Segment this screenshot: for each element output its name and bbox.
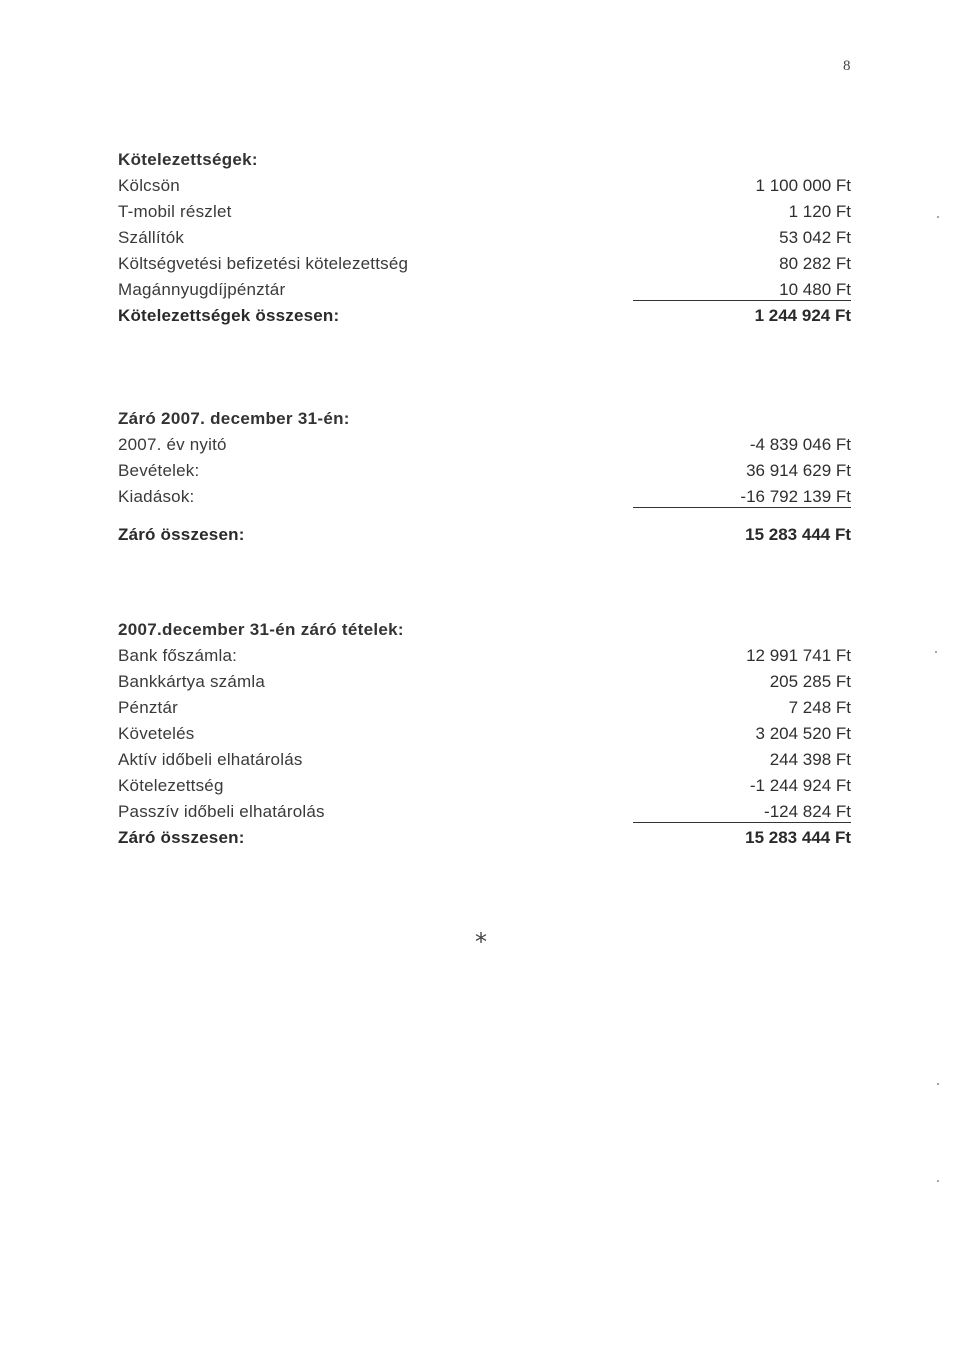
liability-amount: 1 100 000 Ft (755, 176, 851, 195)
page-number: 8 (843, 58, 851, 74)
closing-items-total-amount: 15 283 444 Ft (745, 828, 851, 847)
closing-item-label: Kötelezettség (118, 776, 224, 795)
closing-total-label: Záró összesen: (118, 525, 245, 544)
liabilities-total-row (118, 303, 851, 329)
closing-heading: Záró 2007. december 31-én: (118, 409, 350, 428)
closing-section (118, 406, 851, 548)
liability-label: Szállítók (118, 228, 185, 247)
liability-label: T-mobil részlet (118, 202, 232, 221)
closing-row (118, 432, 851, 458)
closing-total-amount: 15 283 444 Ft (745, 525, 851, 544)
closing-item-row (118, 721, 851, 747)
closing-item-row (118, 669, 851, 695)
closing-item-amount: 3 204 520 Ft (755, 724, 851, 743)
scan-speck (937, 1180, 939, 1182)
liabilities-section (118, 147, 851, 329)
liabilities-total-label: Kötelezettségek összesen: (118, 306, 340, 325)
liability-label: Kölcsön (118, 176, 180, 195)
scan-speck (937, 1083, 939, 1085)
closing-item-label: Követelés (118, 724, 195, 743)
closing-item-amount: -124 824 Ft (764, 802, 851, 821)
closing-item-label: Bank főszámla: (118, 646, 238, 665)
closing-amount: 36 914 629 Ft (746, 461, 851, 480)
closing-item-label: Pénztár (118, 698, 178, 717)
liability-row (118, 199, 851, 225)
closing-items-section (118, 617, 851, 851)
closing-item-row (118, 799, 851, 825)
closing-items-total-row (118, 825, 851, 851)
liability-row (118, 277, 851, 303)
scan-speck (937, 216, 939, 218)
liabilities-total-amount: 1 244 924 Ft (754, 306, 851, 325)
closing-item-amount: 244 398 Ft (769, 750, 851, 769)
closing-item-row (118, 747, 851, 773)
liabilities-heading: Kötelezettségek: (118, 150, 258, 169)
closing-items-total-label: Záró összesen: (118, 828, 245, 847)
end-mark: * (475, 928, 487, 956)
closing-item-label: Aktív időbeli elhatárolás (118, 750, 303, 769)
liability-amount: 80 282 Ft (779, 254, 851, 273)
liability-label: Költségvetési befizetési kötelezettség (118, 254, 409, 273)
closing-item-row (118, 695, 851, 721)
closing-label: Kiadások: (118, 487, 195, 506)
closing-amount: -16 792 139 Ft (740, 487, 851, 506)
scan-speck (935, 651, 937, 653)
closing-item-row (118, 773, 851, 799)
liability-label: Magánnyugdíjpénztár (118, 280, 286, 299)
closing-amount: -4 839 046 Ft (749, 435, 851, 454)
closing-item-amount: 7 248 Ft (788, 698, 851, 717)
closing-item-row (118, 643, 851, 669)
liability-row (118, 251, 851, 277)
closing-item-amount: 12 991 741 Ft (746, 646, 851, 665)
closing-items-heading: 2007.december 31-én záró tételek: (118, 620, 404, 639)
closing-label: Bevételek: (118, 461, 200, 480)
liability-row (118, 173, 851, 199)
liability-amount: 10 480 Ft (779, 280, 851, 299)
liability-row (118, 225, 851, 251)
closing-row (118, 484, 851, 510)
liability-amount: 53 042 Ft (779, 228, 851, 247)
closing-row (118, 458, 851, 484)
closing-label: 2007. év nyitó (118, 435, 227, 454)
closing-item-amount: 205 285 Ft (769, 672, 851, 691)
closing-item-label: Bankkártya számla (118, 672, 266, 691)
closing-item-label: Passzív időbeli elhatárolás (118, 802, 325, 821)
liability-amount: 1 120 Ft (788, 202, 851, 221)
closing-total-row (118, 522, 851, 548)
closing-item-amount: -1 244 924 Ft (749, 776, 851, 795)
